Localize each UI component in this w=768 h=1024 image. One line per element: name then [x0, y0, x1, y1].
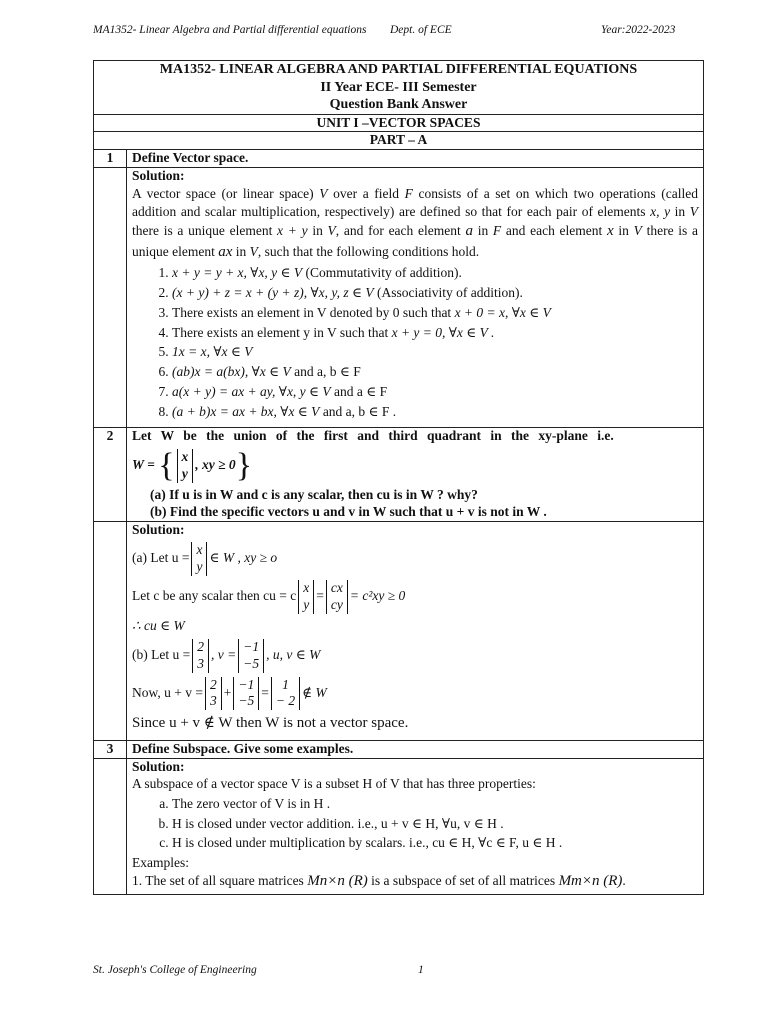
header-course: MA1352- Linear Algebra and Partial differential equations	[93, 24, 367, 36]
example-1: 1. The set of all square matrices Mn×n (R) is a subspace of set of all matrices Mm×n (R).	[132, 873, 626, 890]
q2-number: 2	[94, 427, 127, 521]
subspace-properties	[132, 796, 698, 853]
q2-solution	[127, 521, 704, 741]
unit-title: UNIT I –VECTOR SPACES	[94, 114, 704, 132]
axiom-1: 1. x + y = y + x, ∀x, y ∈ V (Commutativity of addition).	[172, 265, 698, 282]
footer-page-number: 1	[418, 964, 424, 976]
q1-question: Define Vector space.	[127, 150, 704, 168]
q3-number: 3	[94, 741, 127, 759]
q2-set-definition: W = { x y , xy ≥ 0}	[132, 446, 253, 484]
q2-question	[127, 427, 704, 521]
q3-row	[94, 741, 704, 759]
title-question-bank: Question Bank Answer	[329, 97, 468, 112]
title-row	[94, 61, 704, 115]
header-year: Year:2022-2023	[601, 24, 676, 36]
q2-part-b: (b) Find the specific vectors u and v in W such that u + v is not in W .	[150, 503, 547, 519]
q1-number: 1	[94, 150, 127, 168]
axiom-4: 4. There exists an element y in V such that x + y = 0, ∀x ∈ V .	[172, 325, 698, 342]
subspace-property-a: a. The zero vector of V is in H .	[172, 796, 698, 813]
subspace-property-b: b. H is closed under vector addition. i.e., u + v ∈ H, ∀u, v ∈ H .	[172, 816, 698, 833]
part-title: PART – A	[94, 132, 704, 150]
axiom-8: 8. (a + b)x = ax + bx, ∀x ∈ V and a, b ∈ F .	[172, 404, 698, 421]
q3-solution-label: Solution:	[132, 758, 185, 774]
axiom-2: 2. (x + y) + z = x + (y + z), ∀x, y, z ∈ V (Associativity of addition).	[172, 285, 698, 302]
q1-row	[94, 150, 704, 168]
footer-college: St. Joseph's College of Engineering	[93, 964, 257, 976]
vector-space-axioms	[132, 265, 698, 421]
q1-definition: A vector space (or linear space) V over a field F consists of a set on which two operations (called addition and scalar multiplication, respectively) are defined so that for each pair of elements x, y in V there is a unique element x + y in V, and for each element a in F and each element x in V there is a unique element ax in V, such that the following conditions hold.	[132, 186, 699, 260]
q2-intro: Let W be the union of the first and third quadrant in the xy-plane i.e.	[132, 427, 614, 443]
title-course: MA1352- LINEAR ALGEBRA AND PARTIAL DIFFERENTIAL EQUATIONS	[159, 62, 638, 77]
q2-row	[94, 427, 704, 521]
q3-question: Define Subspace. Give some examples.	[127, 741, 704, 759]
title-year-semester: II Year ECE- III Semester	[320, 79, 477, 95]
q2-part-a: (a) If u is in W and c is any scalar, then cu is in W ? why?	[150, 486, 478, 502]
q2-sol-scalar: Let c be any scalar then cu = c x y = cx cy = c²xy ≥ 0	[132, 580, 406, 613]
q3-solution	[127, 758, 704, 894]
q2-sol-b: (b) Let u = 2 3 , v = −1 −5 , u, v ∈ W	[132, 638, 321, 671]
q2-sol-a: (a) Let u = x y ∈ W , xy ≥ o	[132, 542, 278, 575]
header-dept: Dept. of ECE	[390, 24, 452, 36]
question-bank-table	[93, 60, 704, 895]
q2-therefore: ∴ cu ∈ W	[132, 617, 185, 633]
axiom-5: 5. 1x = x, ∀x ∈ V	[172, 344, 698, 361]
q2-sol-sum: Now, u + v = 2 3 + −1 −5 = 1 − 2 ∉ W	[132, 676, 327, 709]
q1-solution	[127, 168, 704, 428]
q1-solution-label: Solution:	[132, 168, 185, 184]
axiom-6: 6. (ab)x = a(bx), ∀x ∈ V and a, b ∈ F	[172, 364, 698, 381]
q3-solution-row	[94, 758, 704, 894]
q2-solution-row	[94, 521, 704, 741]
q3-intro: A subspace of a vector space V is a subset H of V that has three properties:	[132, 775, 536, 791]
q2-conclusion: Since u + v ∉ W then W is not a vector space.	[132, 715, 409, 732]
examples-label: Examples:	[132, 855, 189, 871]
subspace-property-c: c. H is closed under multiplication by scalars. i.e., cu ∈ H, ∀c ∈ F, u ∈ H .	[172, 835, 698, 852]
axiom-7: 7. a(x + y) = ax + ay, ∀x, y ∈ V and a ∈ F	[172, 384, 698, 401]
q1-solution-row	[94, 168, 704, 428]
axiom-3: 3. There exists an element in V denoted by 0 such that x + 0 = x, ∀x ∈ V	[172, 305, 698, 322]
q2-solution-label: Solution:	[132, 521, 185, 537]
